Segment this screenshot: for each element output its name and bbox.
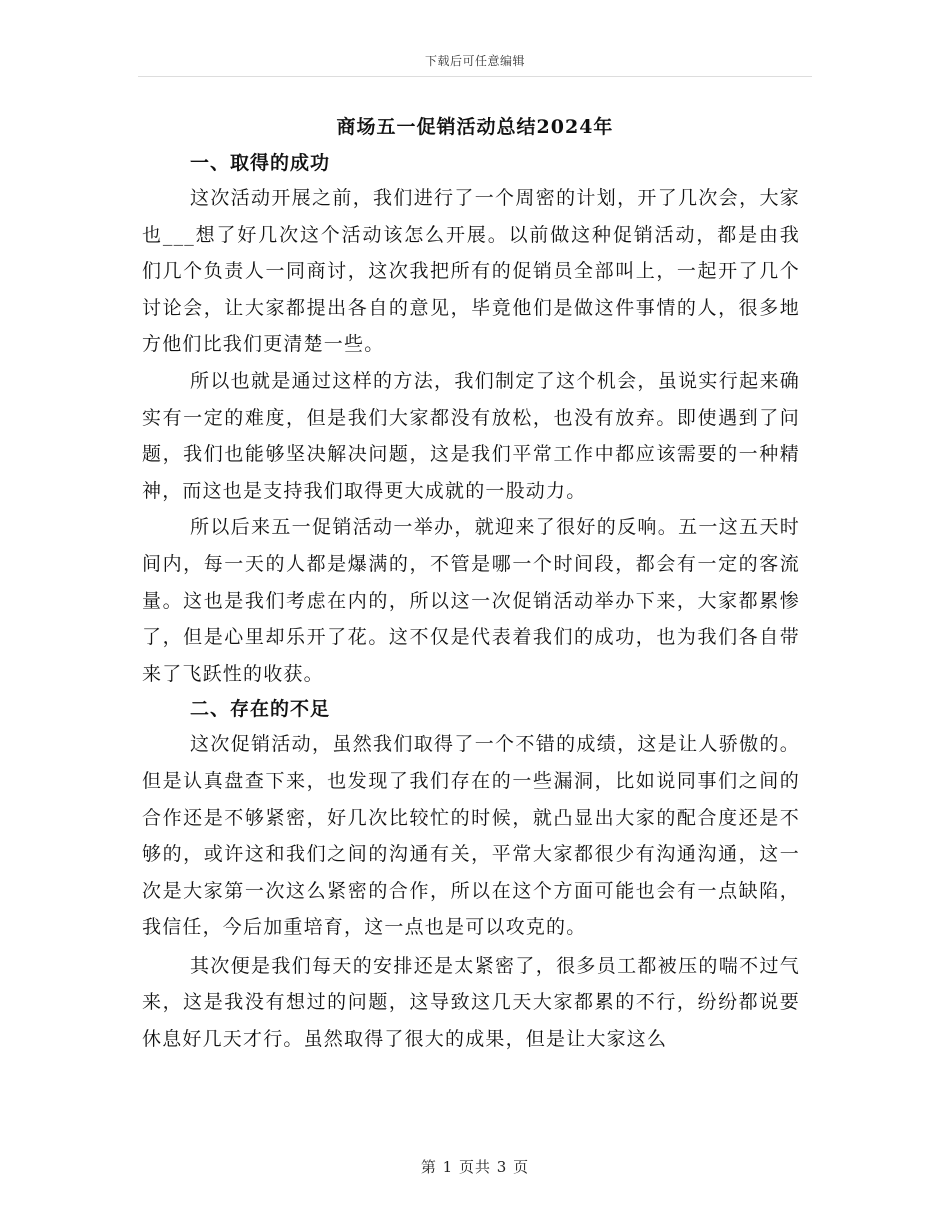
section-heading: 一、取得的成功 bbox=[190, 152, 331, 174]
header-divider bbox=[138, 76, 812, 77]
body-paragraph: 所以后来五一促销活动一举办，就迎来了很好的反响。五一这五天时间内，每一天的人都是爆满的，不管是哪一个时间段，都会有一定的客流量。这也是我们考虑在内的，所以这一次促销活动举办下来，大家都累惨了，但是心里却乐开了花。这不仅是代表着我们的成功，也为我们各自带来了飞跃性的收获。 bbox=[142, 516, 800, 685]
document-body bbox=[142, 146, 800, 1058]
section-heading: 二、存在的不足 bbox=[190, 698, 331, 721]
document-title: 商场五一促销活动总结2024年 bbox=[336, 116, 614, 138]
page-header-note: 下载后可任意编辑 bbox=[424, 54, 525, 68]
page-number-footer: 第 1 页共 3 页 bbox=[420, 1158, 530, 1176]
body-paragraph: 这次活动开展之前，我们进行了一个周密的计划，开了几次会，大家也___想了好几次这个活动该怎么开展。以前做这种促销活动，都是由我们几个负责人一同商讨，这次我把所有的促销员全部叫上，一起开了几个讨论会，让大家都提出各自的意见，毕竟他们是做这件事情的人，很多地方他们比我们更清楚一些。 bbox=[142, 187, 800, 356]
body-paragraph: 所以也就是通过这样的方法，我们制定了这个机会，虽说实行起来确实有一定的难度，但是我们大家都没有放松，也没有放弃。即使遇到了问题，我们也能够坚决解决问题，这是我们平常工作中都应该需要的一种精神，而这也是支持我们取得更大成就的一股动力。 bbox=[142, 369, 800, 502]
body-paragraph: 其次便是我们每天的安排还是太紧密了，很多员工都被压的喘不过气来，这是我没有想过的问题，这导致这几天大家都累的不行，纷纷都说要休息好几天才行。虽然取得了很大的成果，但是让大家这么 bbox=[142, 954, 800, 1051]
body-paragraph: 这次促销活动，虽然我们取得了一个不错的成绩，这是让人骄傲的。但是认真盘查下来，也发现了我们存在的一些漏洞，比如说同事们之间的合作还是不够紧密，好几次比较忙的时候，就凸显出大家的配合度还是不够的，或许这和我们之间的沟通有关，平常大家都很少有沟通沟通，这一次是大家第一次这么紧密的合作，所以在这个方面可能也会有一点缺陷，我信任，今后加重培育，这一点也是可以攻克的。 bbox=[142, 733, 800, 939]
